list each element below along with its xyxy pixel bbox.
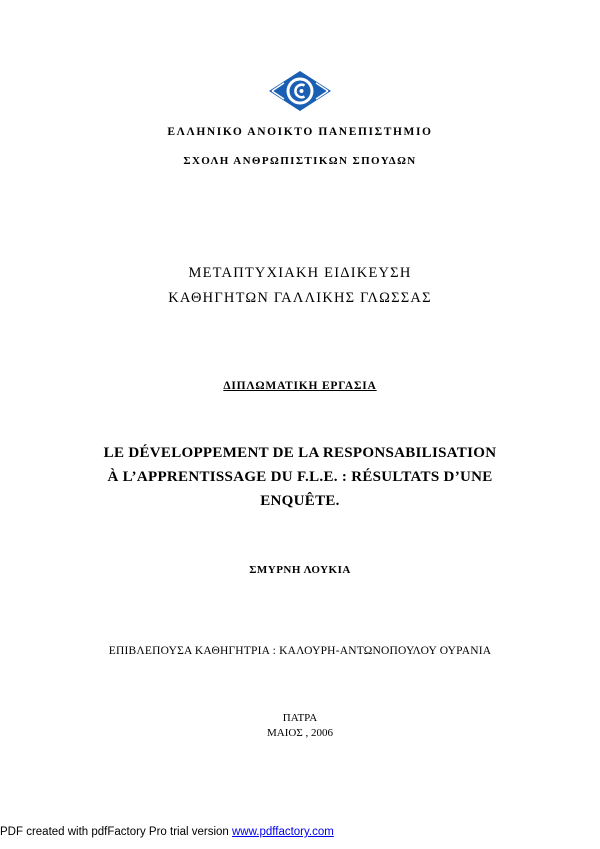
city-name: ΠΑΤΡΑ bbox=[282, 712, 318, 724]
thesis-type-heading bbox=[0, 380, 600, 392]
footer-text: PDF created with pdfFactory Pro trial version bbox=[0, 826, 232, 838]
program-name-line-1: ΜΕΤΑΠΤΥΧΙΑΚΗ ΕΙΔΙΚΕΥΣΗ bbox=[188, 265, 412, 281]
school-name: ΣΧΟΛΗ ΑΝΘΡΩΠΙΣΤΙΚΩΝ ΣΠΟΥΔΩΝ bbox=[183, 155, 417, 167]
university-logo-icon bbox=[268, 70, 332, 112]
thesis-title-line: À L’APPRENTISSAGE DU F.L.E. : RÉSULTATS D’UNE bbox=[107, 469, 493, 485]
thesis-title-line: ENQUÊTE. bbox=[260, 493, 340, 509]
supervisor-line: ΕΠΙΒΛΕΠΟΥΣΑ ΚΑΘΗΓΗΤΡΙΑ : ΚΑΛΟΥΡΗ-ΑΝΤΩΝΟΠΟΥΛΟΥ ΟΥΡΑΝΙΑ bbox=[108, 645, 492, 657]
thesis-type-label: ΔΙΠΛΩΜΑΤΙΚΗ ΕΡΓΑΣΙΑ bbox=[223, 380, 377, 392]
university-name: ΕΛΛΗΝΙΚΟ ΑΝΟΙΚΤΟ ΠΑΝΕΠΙΣΤΗΜΙΟ bbox=[167, 126, 433, 138]
submission-date: ΜΑΙΟΣ , 2006 bbox=[267, 727, 333, 739]
thesis-title-line: LE DÉVELOPPEMENT DE LA RESPONSABILISATION bbox=[103, 445, 497, 461]
thesis-title bbox=[0, 441, 600, 513]
pdffactory-link[interactable]: www.pdffactory.com bbox=[232, 826, 334, 838]
program-name-line-2: ΚΑΘΗΓΗΤΩΝ ΓΑΛΛΙΚΗΣ ΓΛΩΣΣΑΣ bbox=[168, 290, 432, 306]
author-name: ΣΜΥΡΝΗ ΛΟΥΚΙΑ bbox=[249, 564, 351, 576]
pdf-footer bbox=[0, 826, 334, 838]
